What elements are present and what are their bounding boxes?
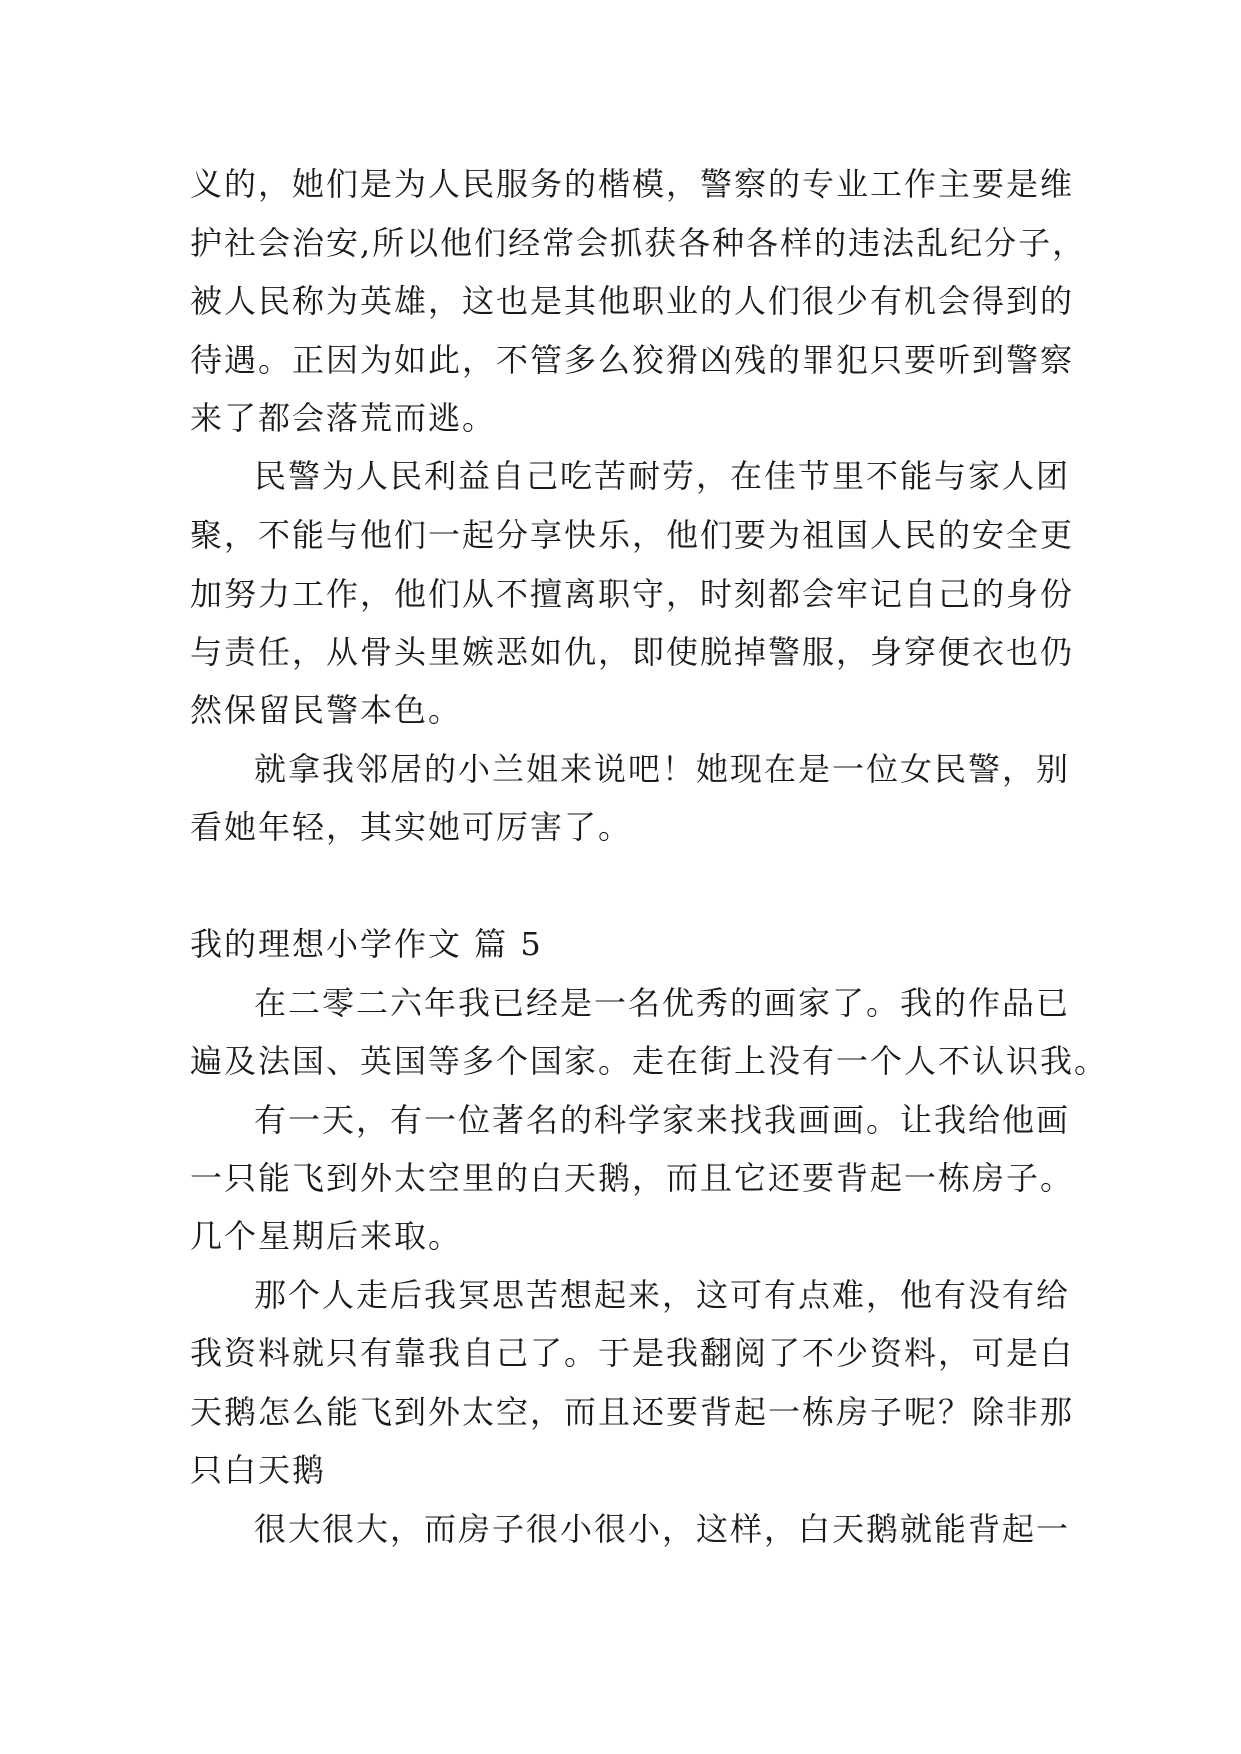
text-line: 我资料就只有靠我自己了。于是我翻阅了不少资料，可是白 bbox=[190, 1334, 1075, 1372]
paragraph-first-line: 就拿我邻居的小兰姐来说吧！她现在是一位女民警，别 bbox=[254, 750, 1071, 788]
text-line: 一只能飞到外太空里的白天鹅，而且它还要背起一栋房子。 bbox=[190, 1159, 1075, 1197]
text-line: 遍及法国、英国等多个国家。走在街上没有一个人不认识我。 bbox=[190, 1042, 1109, 1080]
text-line: 加努力工作，他们从不擅离职守，时刻都会牢记自己的身份 bbox=[190, 575, 1075, 613]
text-line: 看她年轻，其实她可厉害了。 bbox=[190, 808, 633, 846]
text-line: 待遇。正因为如此，不管多么狡猾凶残的罪犯只要听到警察 bbox=[190, 341, 1075, 379]
text-line: 来了都会落荒而逃。 bbox=[190, 399, 497, 437]
text-line: 聚，不能与他们一起分享快乐，他们要为祖国人民的安全更 bbox=[190, 516, 1075, 554]
paragraph-first-line: 在二零二六年我已经是一名优秀的画家了。我的作品已 bbox=[254, 984, 1071, 1022]
text-line: 被人民称为英雄，这也是其他职业的人们很少有机会得到的 bbox=[190, 282, 1075, 320]
text-line: 护社会治安,所以他们经常会抓获各种各样的违法乱纪分子， bbox=[190, 224, 1087, 262]
paragraph-first-line: 民警为人民利益自己吃苦耐劳，在佳节里不能与家人团 bbox=[254, 457, 1071, 495]
text-line: 只白天鹅 bbox=[190, 1451, 327, 1489]
text-line: 义的，她们是为人民服务的楷模，警察的专业工作主要是维 bbox=[190, 165, 1075, 203]
paragraph-first-line: 很大很大，而房子很小很小，这样，白天鹅就能背起一 bbox=[254, 1510, 1071, 1548]
paragraph-first-line: 有一天，有一位著名的科学家来找我画画。让我给他画 bbox=[254, 1101, 1071, 1139]
text-line: 与责任，从骨头里嫉恶如仇，即使脱掉警服，身穿便衣也仍 bbox=[190, 633, 1075, 671]
text-line: 然保留民警本色。 bbox=[190, 691, 463, 729]
text-line: 几个星期后来取。 bbox=[190, 1217, 463, 1255]
paragraph-first-line: 那个人走后我冥思苦想起来，这可有点难，他有没有给 bbox=[254, 1276, 1071, 1314]
section-title: 我的理想小学作文 篇 5 bbox=[190, 925, 543, 963]
text-line: 天鹅怎么能飞到外太空，而且还要背起一栋房子呢？除非那 bbox=[190, 1393, 1075, 1431]
